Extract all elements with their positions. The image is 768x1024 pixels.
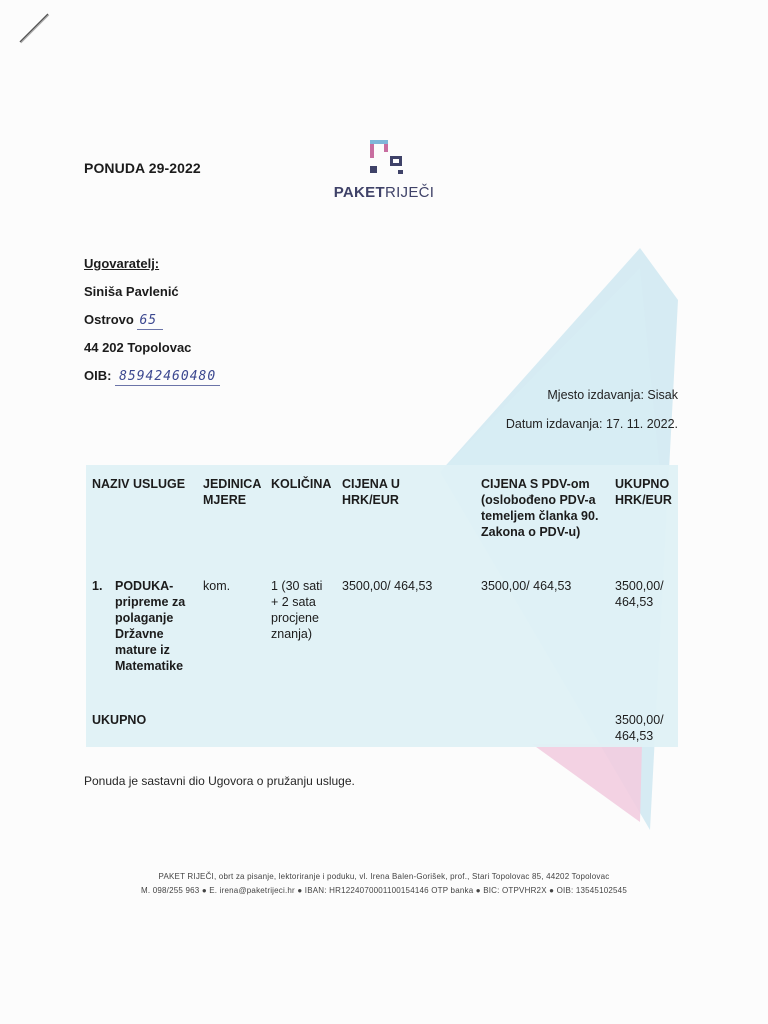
- client-street-number: 65: [137, 313, 163, 330]
- blue-triangle-inner: [440, 268, 660, 472]
- row-quantity: 1 (30 sati + 2 sata procjene znanja): [271, 579, 323, 641]
- client-oib-value: 85942460480: [115, 369, 220, 386]
- client-oib-label: OIB:: [84, 368, 112, 383]
- client-city: 44 202 Topolovac: [84, 340, 192, 355]
- client-block: [84, 250, 220, 390]
- row-unit: kom.: [203, 579, 231, 593]
- header-quantity: KOLIČINA: [271, 477, 332, 491]
- footer-line-1: PAKET RIJEČI, obrt za pisanje, lektoriranje i poduku, vl. Irena Balen-Gorišek, prof., Stari Topolovac 85, 44202 Topolovac: [158, 872, 610, 881]
- total-label: UKUPNO: [92, 713, 147, 727]
- pen-stroke-mark: [14, 8, 54, 48]
- client-oib: [84, 362, 220, 390]
- header-unit: JEDINICA MJERE: [203, 477, 261, 507]
- header-total: UKUPNO HRK/EUR: [615, 477, 672, 507]
- footer-line-2: M. 098/255 963 ● E. irena@paketrijeci.hr ● IBAN: HR1224070001100154146 OTP banka ● BIC: OTPVHR2X ● OIB: 13545102545: [141, 886, 627, 895]
- row-total: 3500,00/ 464,53: [615, 579, 664, 609]
- header-price: CIJENA U HRK/EUR: [342, 477, 400, 507]
- total-value: 3500,00/ 464,53: [615, 713, 664, 743]
- pink-triangle-shape: [532, 744, 642, 822]
- company-footer: [60, 870, 708, 898]
- company-logo: [326, 138, 442, 201]
- contract-note: Ponuda je sastavni dio Ugovora o pružanju usluge.: [84, 774, 355, 788]
- client-name: Siniša Pavlenić: [84, 284, 179, 299]
- client-heading: Ugovaratelj:: [84, 256, 160, 271]
- header-service: NAZIV USLUGE: [92, 477, 186, 491]
- issue-date: Datum izdavanja: 17. 11. 2022.: [505, 417, 678, 431]
- client-street-label: Ostrovo: [84, 312, 134, 327]
- logo-text-bold: PAKET: [333, 184, 385, 201]
- header-price-vat: CIJENA S PDV-om (oslobođeno PDV-a temeljem članka 90. Zakona o PDV-u): [481, 477, 599, 539]
- logo-wordmark: [326, 184, 442, 201]
- row-service: PODUKA-pripreme za polaganje Državne mature iz Matematike: [115, 579, 186, 673]
- issue-place: Mjesto izdavanja: Sisak: [547, 388, 678, 402]
- logo-text-light: RIJEČI: [384, 184, 435, 201]
- document-title: PONUDA 29-2022: [84, 160, 201, 176]
- logo-icon: [362, 138, 406, 178]
- row-number: 1.: [92, 579, 103, 593]
- row-price-vat: 3500,00/ 464,53: [481, 579, 572, 593]
- client-street: [84, 306, 220, 334]
- row-price: 3500,00/ 464,53: [342, 579, 433, 593]
